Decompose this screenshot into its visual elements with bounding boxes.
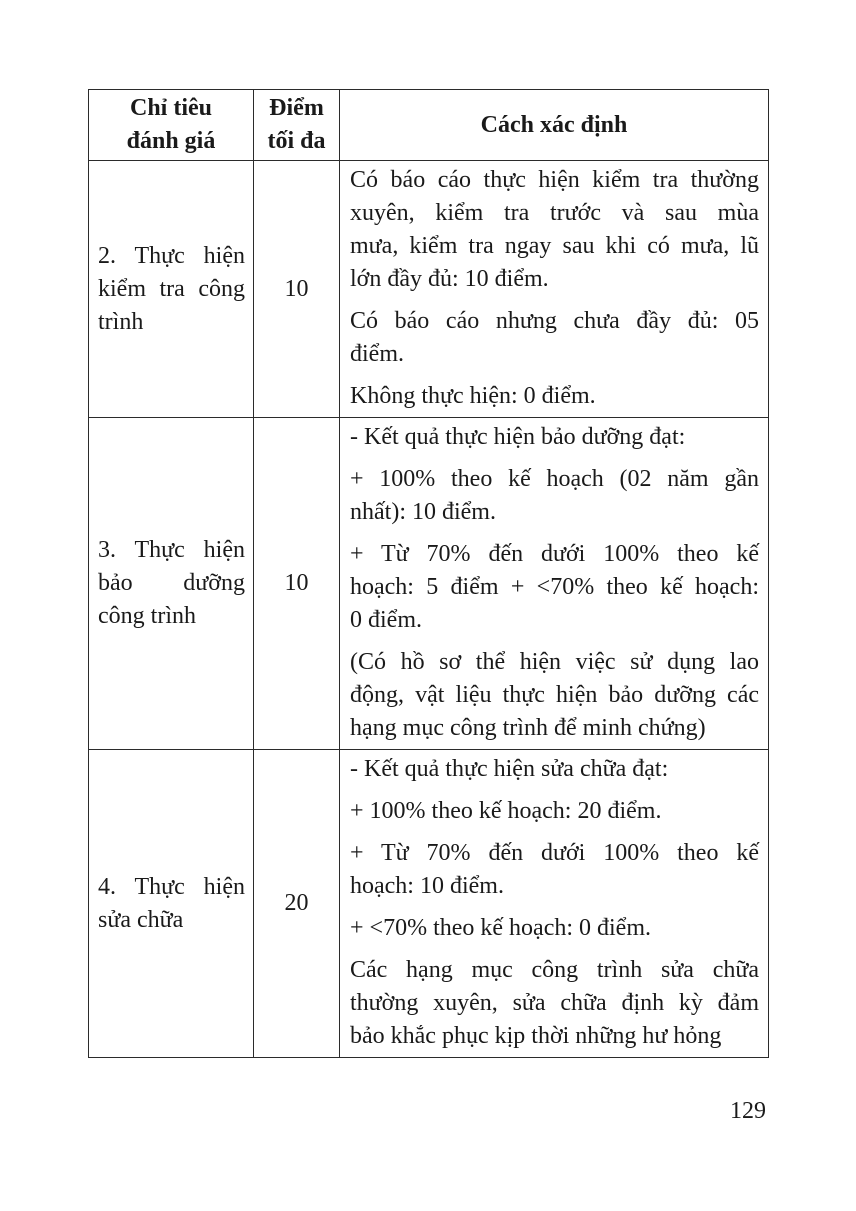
criteria-line: công trình <box>98 603 196 629</box>
method-line: thường xuyên, sửa chữa định kỳ đảm <box>350 990 759 1016</box>
method-line: mưa, kiểm tra ngay sau khi có mưa, lũ <box>350 233 759 259</box>
criteria-line: kiểm tra công <box>98 275 245 302</box>
method-paragraph <box>350 164 759 296</box>
max-score-cell: 10 <box>254 418 340 750</box>
method-paragraph <box>350 837 759 903</box>
criteria-line: 3. Thực hiện <box>98 537 245 563</box>
method-line: - Kết quả thực hiện bảo dưỡng đạt: <box>350 424 686 450</box>
method-line: + Từ 70% đến dưới 100% theo kế <box>350 541 759 567</box>
max-score-cell: 20 <box>254 750 340 1058</box>
header-method: Cách xác định <box>340 90 769 161</box>
header-max-score: Điểm tối đa <box>254 90 340 161</box>
method-line: hoạch: 10 điểm. <box>350 873 504 899</box>
table-row <box>89 750 769 1058</box>
method-paragraph <box>350 305 759 371</box>
max-score-cell: 10 <box>254 161 340 418</box>
method-line: Các hạng mục công trình sửa chữa <box>350 957 759 983</box>
method-line: - Kết quả thực hiện sửa chữa đạt: <box>350 756 669 782</box>
method-line: Không thực hiện: 0 điểm. <box>350 383 596 409</box>
method-cell <box>340 161 769 418</box>
table-body <box>89 161 769 1058</box>
criteria-table <box>88 89 769 1058</box>
method-line: lớn đầy đủ: 10 điểm. <box>350 266 549 292</box>
method-cell <box>340 418 769 750</box>
criteria-line: 2. Thực hiện <box>98 242 245 269</box>
method-paragraph <box>350 463 759 529</box>
page-number: 129 <box>730 1098 766 1124</box>
method-line: điểm. <box>350 341 404 367</box>
method-line: động, vật liệu thực hiện bảo dưỡng các <box>350 682 759 708</box>
method-line: xuyên, kiểm tra trước và sau mùa <box>350 200 759 226</box>
method-line: Có báo cáo nhưng chưa đầy đủ: 05 <box>350 308 759 334</box>
header-row <box>89 90 769 161</box>
method-paragraph <box>350 646 759 745</box>
method-line: + <70% theo kế hoạch: 0 điểm. <box>350 915 651 941</box>
criteria-line: trình <box>98 308 144 335</box>
method-line: bảo khắc phục kịp thời những hư hỏng <box>350 1023 722 1049</box>
criteria-line: 4. Thực hiện <box>98 873 245 900</box>
table-row <box>89 161 769 418</box>
method-line: 0 điểm. <box>350 607 422 633</box>
method-line: Có báo cáo thực hiện kiểm tra thường <box>350 167 759 193</box>
method-line: hạng mục công trình để minh chứng) <box>350 715 706 741</box>
header-criteria: Chỉ tiêu đánh giá <box>89 90 254 161</box>
method-line: + Từ 70% đến dưới 100% theo kế <box>350 840 759 866</box>
method-paragraph <box>350 538 759 637</box>
criteria-line: sửa chữa <box>98 906 184 933</box>
method-paragraph <box>350 421 759 454</box>
method-line: (Có hồ sơ thể hiện việc sử dụng lao <box>350 649 759 675</box>
method-line: + 100% theo kế hoạch (02 năm gần <box>350 466 759 492</box>
method-paragraph <box>350 753 759 786</box>
criteria-line: bảo dưỡng <box>98 570 245 596</box>
method-paragraph <box>350 380 759 413</box>
method-line: nhất): 10 điểm. <box>350 499 496 525</box>
method-paragraph <box>350 795 759 828</box>
criteria-cell <box>89 750 254 1058</box>
criteria-cell <box>89 161 254 418</box>
method-cell <box>340 750 769 1058</box>
method-line: hoạch: 5 điểm + <70% theo kế hoạch: <box>350 574 759 600</box>
method-paragraph <box>350 954 759 1053</box>
method-paragraph <box>350 912 759 945</box>
table-row <box>89 418 769 750</box>
method-line: + 100% theo kế hoạch: 20 điểm. <box>350 798 662 824</box>
criteria-cell <box>89 418 254 750</box>
